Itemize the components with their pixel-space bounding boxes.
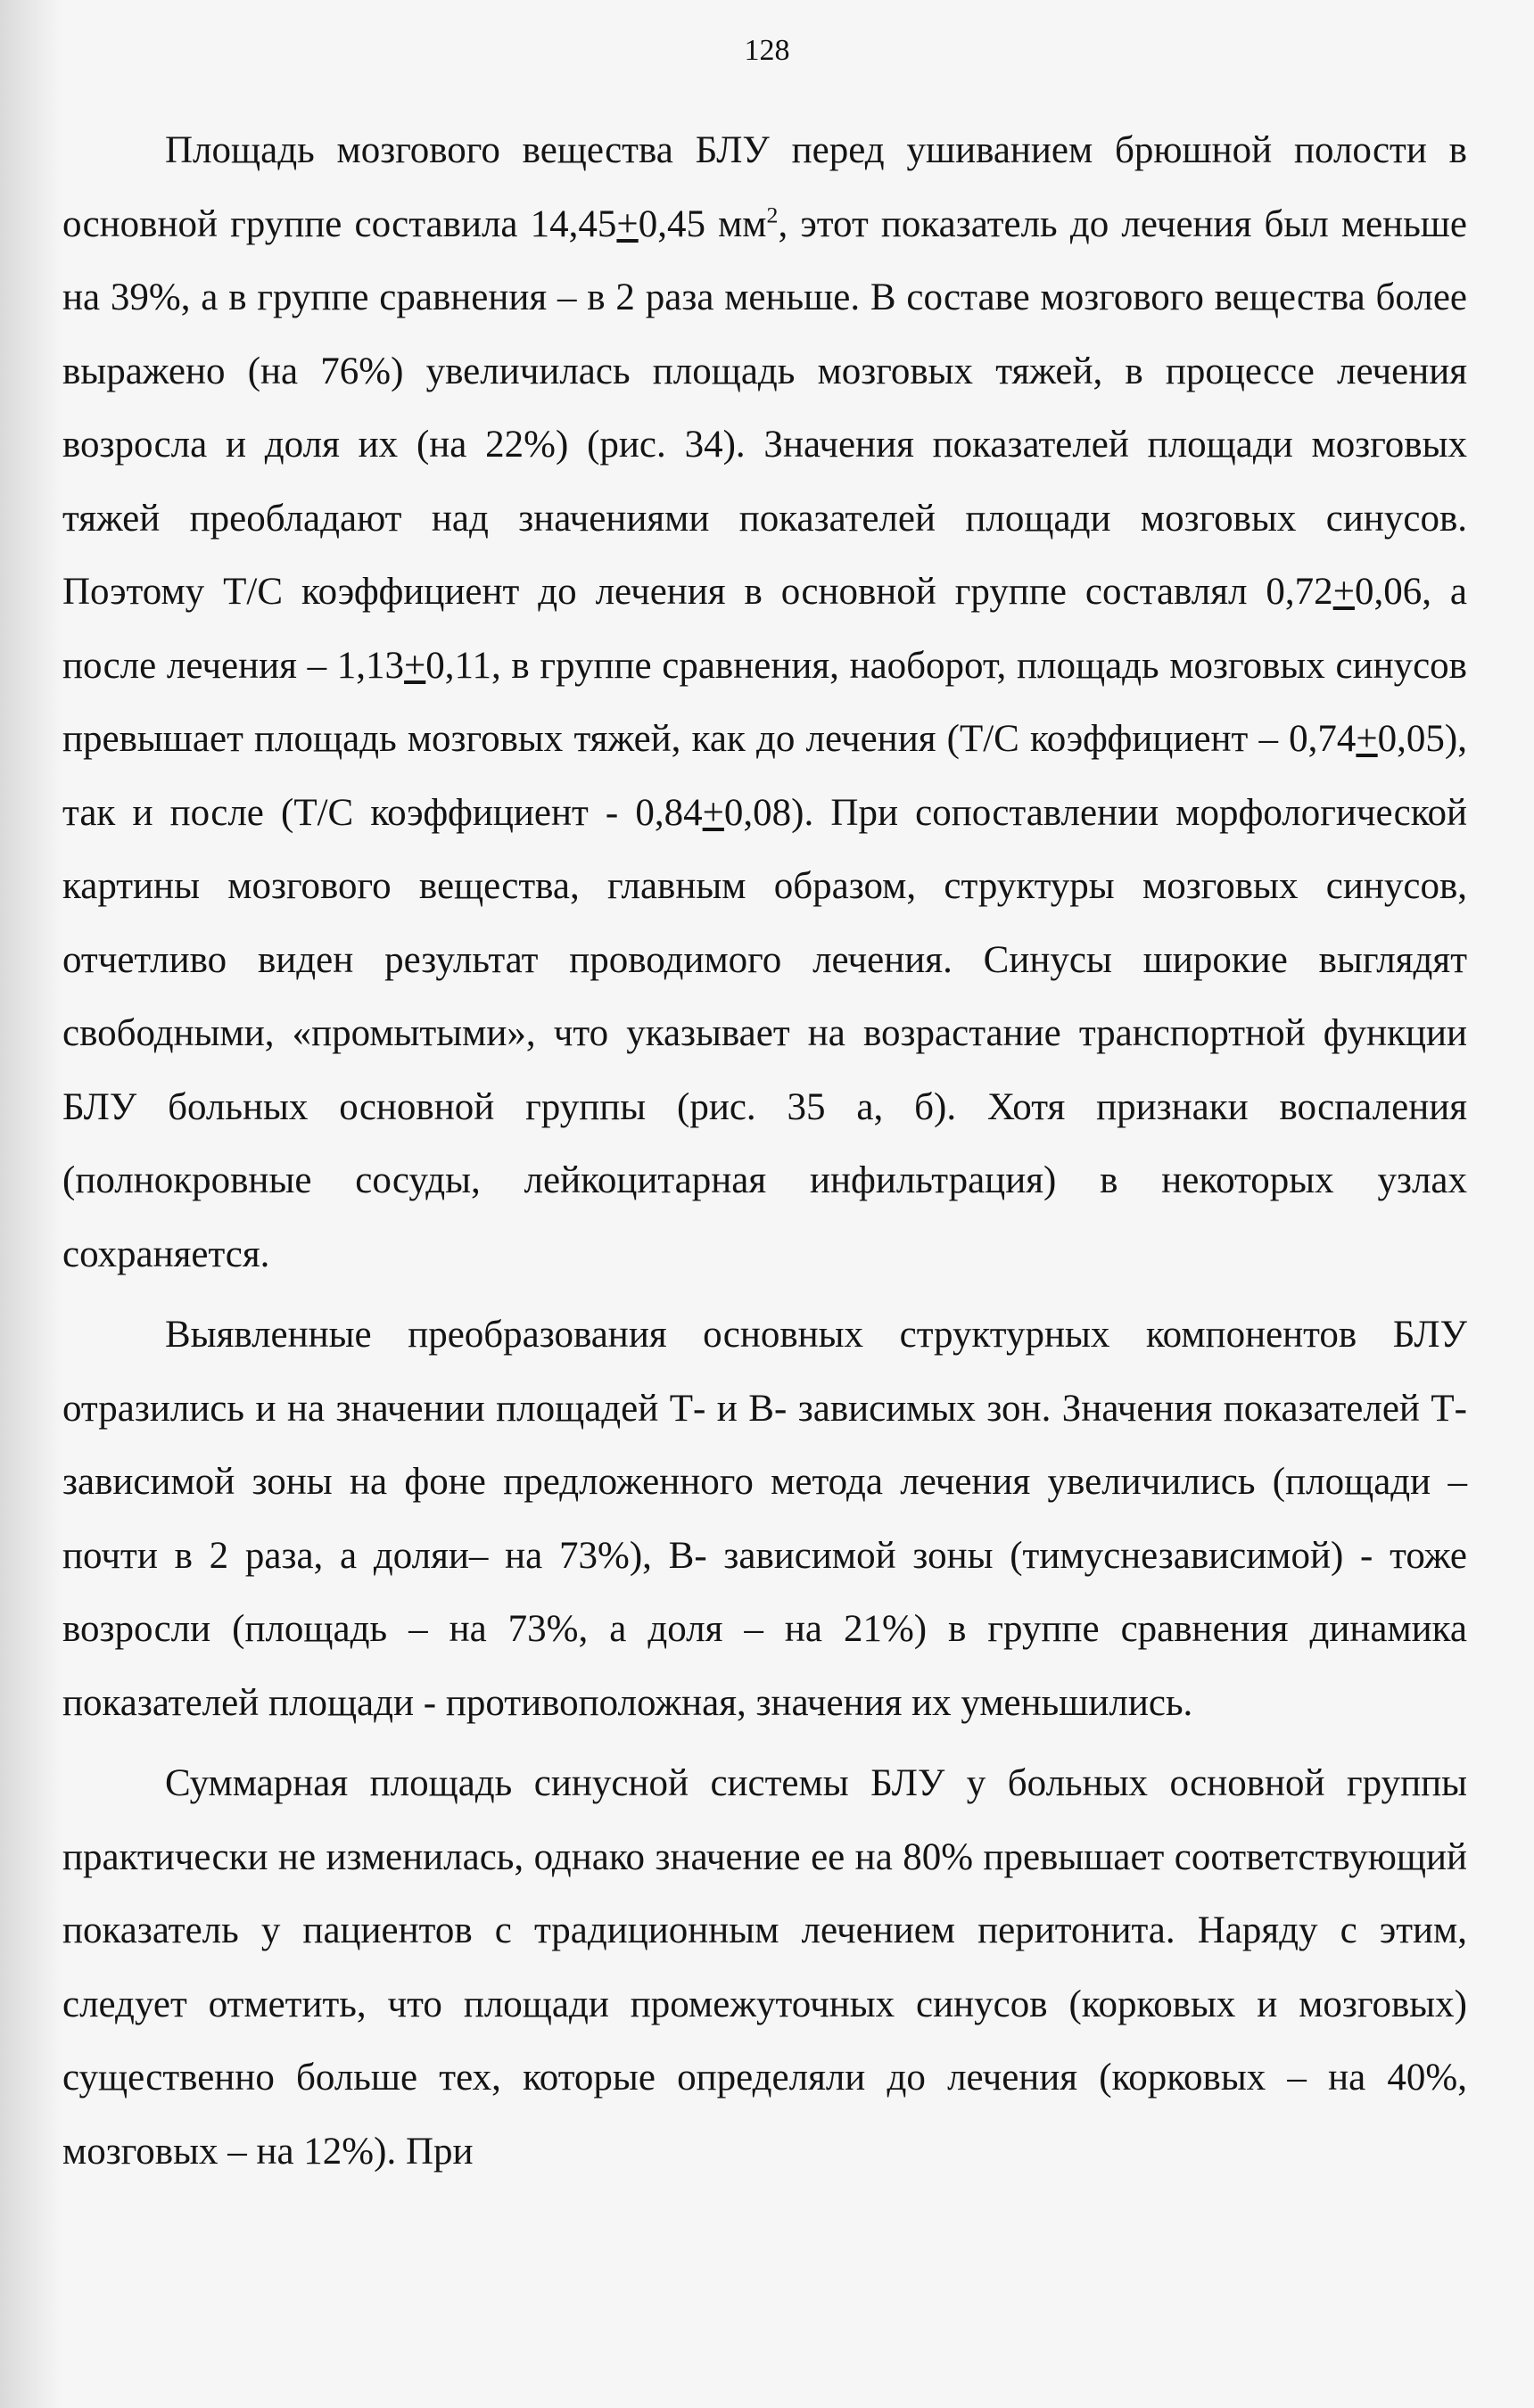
paragraph-2 — [62, 1299, 1467, 1740]
text-run: 0,08). При сопоставлении морфологической картины мозгового вещества, главным образом, структуры мозговых синусов, отчетливо виден результат проводимого лечения. Синусы широкие выглядят свободными, «промытыми», что указывает на возрастание транспортной функции БЛУ больных основной группы (рис. 35 а, б). Хотя признаки воспаления (полнокровные сосуды, лейкоцитарная инфильтрация) в некоторых узлах сохраняется. — [62, 791, 1467, 1275]
paragraph-3 — [62, 1747, 1467, 2189]
plus-minus-sign: + — [404, 644, 426, 687]
plus-minus-sign: + — [1332, 571, 1355, 613]
text-run: Выявленные преобразования основных структурных компонентов БЛУ отразились и на значении площадей Т- и В- зависимых зон. Значения показателей Т- зависимой зоны на фоне предложенного метода лечения увеличились (площади – почти в 2 раза, а доляи– на 73%), В- зависимой зоны (тимуснезависимой) - тоже возросли (площадь – на 73%, а доля – на 21%) в группе сравнения динамика показателей площади - противоположная, значения их уменьшились. — [62, 1314, 1467, 1724]
text-run: Суммарная площадь синусной системы БЛУ у больных основной группы практически не изменилась, однако значение ее на 80% превышает соответствующий показатель у пациентов с традиционным лечением перитонита. Наряду с этим, следует отметить, что площади промежуточных синусов (корковых и мозговых) существенно больше тех, которые определяли до лечения (корковых – на 40%, мозговых – на 12%). При — [62, 1762, 1467, 2173]
plus-minus-sign: + — [702, 791, 724, 834]
paragraph-1 — [62, 114, 1467, 1291]
scan-edge-shadow — [0, 0, 62, 2408]
body-text — [62, 114, 1467, 2189]
page-number: 128 — [744, 34, 790, 67]
text-run: Площадь мозгового вещества БЛУ перед ушиванием брюшной полости в основной группе составила 14,45 — [62, 129, 1467, 245]
plus-minus-sign: + — [616, 202, 639, 245]
text-run: 0,11, в группе сравнения, наоборот, площадь мозговых синусов превышает площадь мозговых тяжей, как до лечения (Т/С коэффициент – 0,74 — [62, 644, 1467, 760]
text-run: , этот показатель до лечения был меньше на 39%, а в группе сравнения – в 2 раза меньше. В составе мозгового вещества более выражено (на 76%) увеличилась площадь мозговых тяжей, в процессе лечения возросла и доля их (на 22%) (рис. 34). Значения показателей площади мозговых тяжей преобладают над значениями показателей площади мозговых синусов. Поэтому Т/С коэффициент до лечения в основной группе составлял 0,72 — [62, 202, 1468, 613]
superscript: 2 — [766, 202, 779, 228]
plus-minus-sign: + — [1356, 718, 1378, 760]
text-run: 0,06, а после лечения – 1,13 — [62, 571, 1467, 687]
text-run: 0,05), так и после (Т/С коэффициент - 0,84 — [62, 718, 1467, 834]
text-run: 0,45 мм — [638, 202, 767, 245]
